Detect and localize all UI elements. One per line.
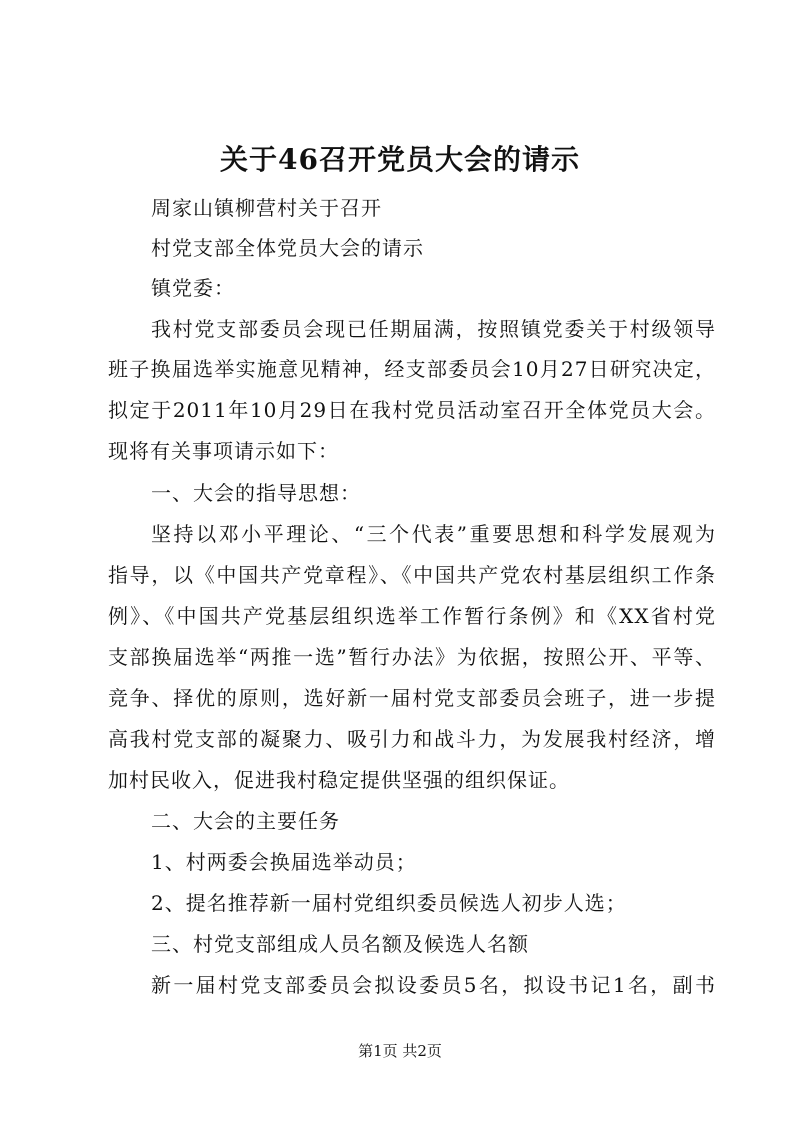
section-heading-2: 二、大会的主要任务 — [151, 809, 340, 833]
section-heading-1: 一、大会的指导思想： — [151, 481, 361, 505]
paragraph-line: 坚持以邓小平理论、“三个代表”重要思想和科学发展观为 — [151, 522, 716, 546]
paragraph-line: 例》、《中国共产党基层组织选举工作暂行条例》和《XX省村党 — [108, 604, 716, 628]
list-item: 1、村两委会换届选举动员； — [151, 850, 417, 874]
paragraph-line: 现将有关事项请示如下： — [108, 439, 339, 463]
list-item: 2、提名推荐新一届村党组织委员候选人初步人选； — [151, 891, 627, 915]
paragraph-line: 加村民收入，促进我村稳定提供坚强的组织保证。 — [108, 768, 570, 792]
paragraph-line: 高我村党支部的凝聚力、吸引力和战斗力，为发展我村经济，增 — [108, 727, 716, 751]
paragraph-line: 我村党支部委员会现已任期届满，按照镇党委关于村级领导 — [151, 317, 716, 341]
page-footer: 第1页 共2页 — [358, 1042, 442, 1060]
paragraph-line: 竞争、择优的原则，选好新一届村党支部委员会班子，进一步提 — [108, 686, 716, 710]
paragraph-line: 班子换届选举实施意见精神，经支部委员会10月27日研究决定， — [108, 357, 716, 381]
salutation: 镇党委： — [151, 276, 235, 300]
paragraph-line: 拟定于2011年10月29日在我村党员活动室召开全体党员大会。 — [108, 398, 716, 422]
subtitle-line-1: 周家山镇柳营村关于召开 — [151, 196, 382, 220]
subtitle-line-2: 村党支部全体党员大会的请示 — [151, 236, 424, 260]
paragraph-line: 支部换届选举“两推一选”暂行办法》为依据，按照公开、平等、 — [108, 645, 716, 669]
paragraph-line: 新一届村党支部委员会拟设委员5名，拟设书记1名，副书 — [151, 973, 716, 997]
paragraph-line: 指导，以《中国共产党章程》、《中国共产党农村基层组织工作条 — [108, 563, 716, 587]
document-title: 关于46召开党员大会的请示 — [220, 143, 580, 176]
section-heading-3: 三、村党支部组成人员名额及候选人名额 — [151, 932, 529, 956]
